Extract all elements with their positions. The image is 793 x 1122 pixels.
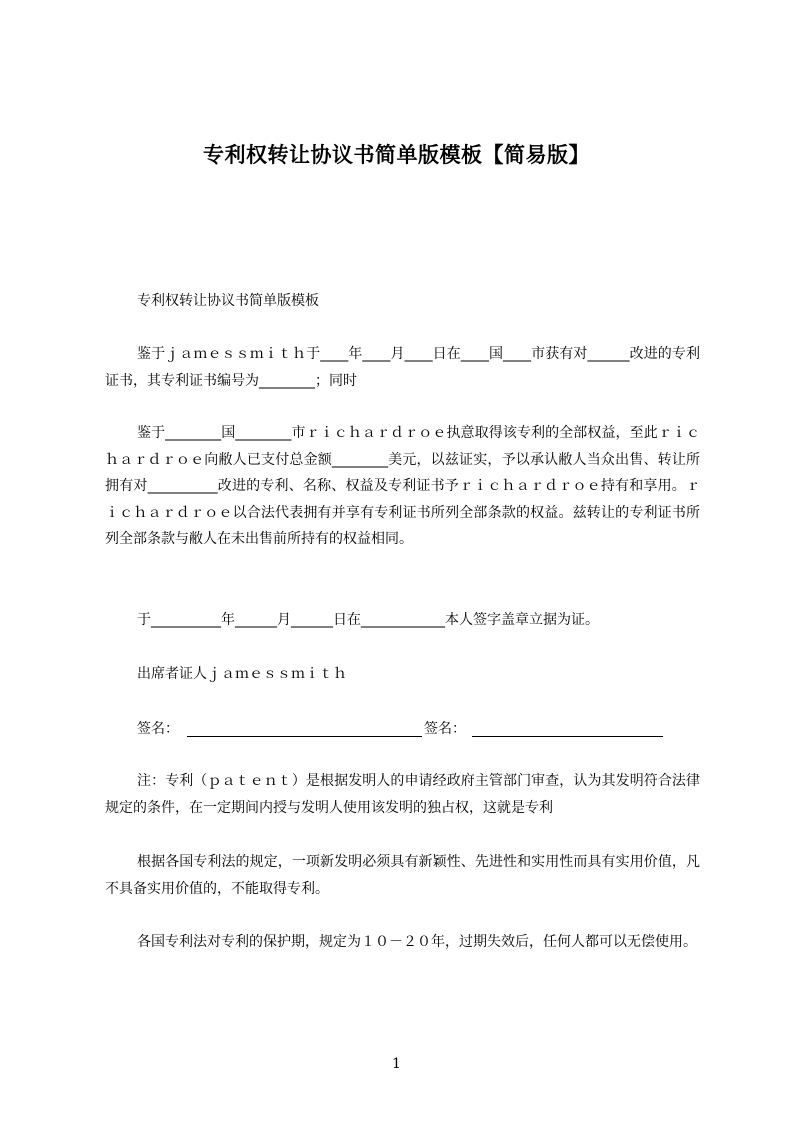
document-title: 专利权转让协议书简单版模板【简易版】 <box>203 143 590 167</box>
page-number: 1 <box>392 1056 401 1072</box>
document-subtitle: 专利权转让协议书简单版模板 <box>137 293 319 309</box>
note-protection-period: 各国专利法对专利的保护期，规定为１０－２０年，过期失效后，任何人都可以无偿使用。 <box>137 934 697 950</box>
paragraph-patent-holder: 鉴于ｊａｍｅｓｓｍｉｔｈ于____年____月____日在____国____市获有对______改进的专利证书，其专利证书编号为________；同时 <box>105 346 700 389</box>
signature-line-2[interactable] <box>472 736 663 737</box>
note-patent-requirements: 根据各国专利法的规定，一项新发明必须具有新颖性、先进性和实用性而具有实用价值，凡不具备实用价值的，不能取得专利。 <box>105 854 700 897</box>
witness-line: 出席者证人ｊａｍｅｓｓｍｉｔｈ <box>137 666 347 682</box>
note-patent-definition: 注：专利（ｐａｔｅｎｔ）是根据发明人的申请经政府主管部门审查，认为其发明符合法律规定的条件，在一定期间内授与发明人使用该发明的独占权，这就是专利 <box>105 773 700 816</box>
signature-label-1: 签名： <box>137 721 179 737</box>
signature-label-2: 签名： <box>424 721 466 737</box>
paragraph-signing-date: 于__________年______月______日在____________本人签字盖章立据为证。 <box>137 612 599 628</box>
signature-line-1[interactable] <box>187 736 422 737</box>
paragraph-transfer-terms: 鉴于________国________市ｒｉｃｈａｒｄｒｏｅ执意取得该专利的全部权益，至此ｒｉｃｈａｒｄｒｏｅ向敝人已支付总金额________美元，以兹证实，予以承认敝人当众出售、转让所拥有对__________改进的专利、名称、权益及专利证书予ｒｉｃｈａｒｄｒｏｅ持有和享用。ｒｉｃｈａｒｄｒｏｅ以合法代表拥有并享有专利证书所列全部条款的权益。兹转让的专利证书所列全部条款与敝人在未出售前所持有的权益相同。 <box>105 425 700 547</box>
